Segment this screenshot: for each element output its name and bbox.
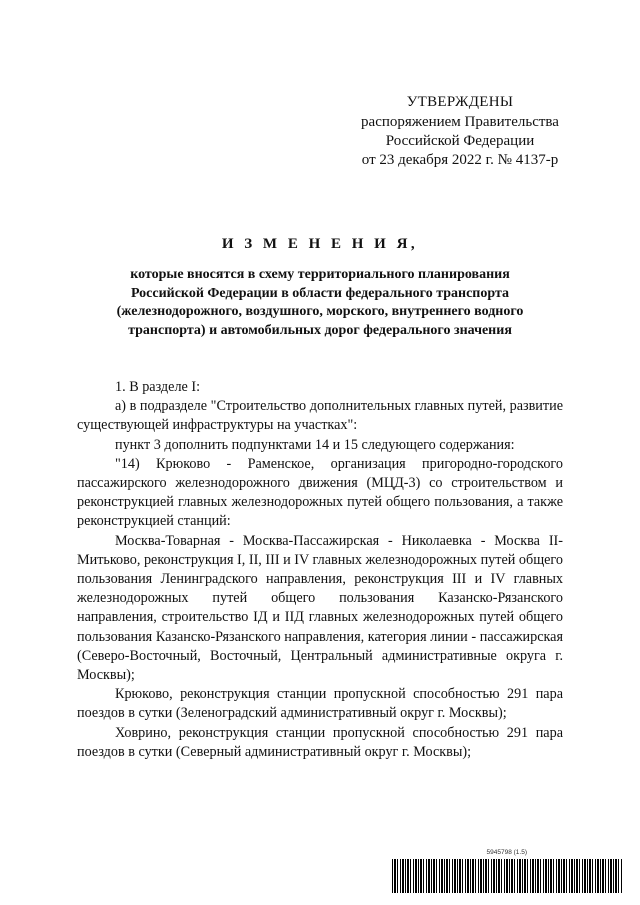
subtitle-line: транспорта) и автомобильных дорог федерального значения — [128, 322, 512, 338]
document-title: И З М Е Н Е Н И Я, — [221, 236, 419, 252]
barcode-number: 5945798 (1.5) — [486, 849, 527, 856]
barcode-icon — [392, 859, 622, 893]
document-subtitle — [70, 266, 570, 340]
subtitle-line: (железнодорожного, воздушного, морского, внутреннего водного — [116, 304, 524, 319]
paragraph: Москва-Товарная - Москва-Пассажирская - Николаевка - Москва II-Митьково, реконструкция I, II, III и IV главных железнодорожных путей общего пользования Ленинградского направления, реконструкция III и IV главных железнодорожных путей общего пользования Казанско-Рязанского направления, строительство IД и IIД главных железнодорожных путей общего пользования Казанско-Рязанского направления, категория линии - пассажирская (Северо-Восточный, Восточный, Центральный административные округа г. Москвы); — [77, 532, 563, 684]
subtitle-line: Российской Федерации в области федерального транспорта — [130, 285, 510, 301]
approval-heading: УТВЕРЖДЕНЫ — [406, 94, 514, 110]
barcode-block — [392, 841, 622, 893]
approval-line-2: Российской Федерации — [385, 133, 535, 149]
paragraph: Ховрино, реконструкция станции пропускной способностью 291 пара поездов в сутки (Северный административный округ г. Москвы); — [77, 724, 563, 760]
paragraph: 1. В разделе I: — [115, 379, 201, 395]
approval-line-3: от 23 декабря 2022 г. № 4137-р — [361, 152, 559, 168]
approval-block — [330, 93, 590, 170]
subtitle-line: которые вносятся в схему территориального планирования — [130, 267, 510, 282]
document-body — [77, 378, 563, 762]
approval-line-1: распоряжением Правительства — [361, 114, 559, 130]
paragraph: Крюково, реконструкция станции пропускной способностью 291 пара поездов в сутки (Зеленоградский административный округ г. Москвы); — [77, 686, 563, 722]
paragraph: а) в подразделе "Строительство дополнительных главных путей, развитие существующей инфраструктуры на участках": — [77, 398, 563, 434]
paragraph: пункт 3 дополнить подпунктами 14 и 15 следующего содержания: — [115, 436, 515, 453]
paragraph: "14) Крюково - Раменское, организация пригородно-городского пассажирского железнодорожного движения (МЦД-3) со строительством и реконструкцией главных железнодорожных путей общего пользования, а также реконструкцией станций: — [77, 455, 563, 530]
